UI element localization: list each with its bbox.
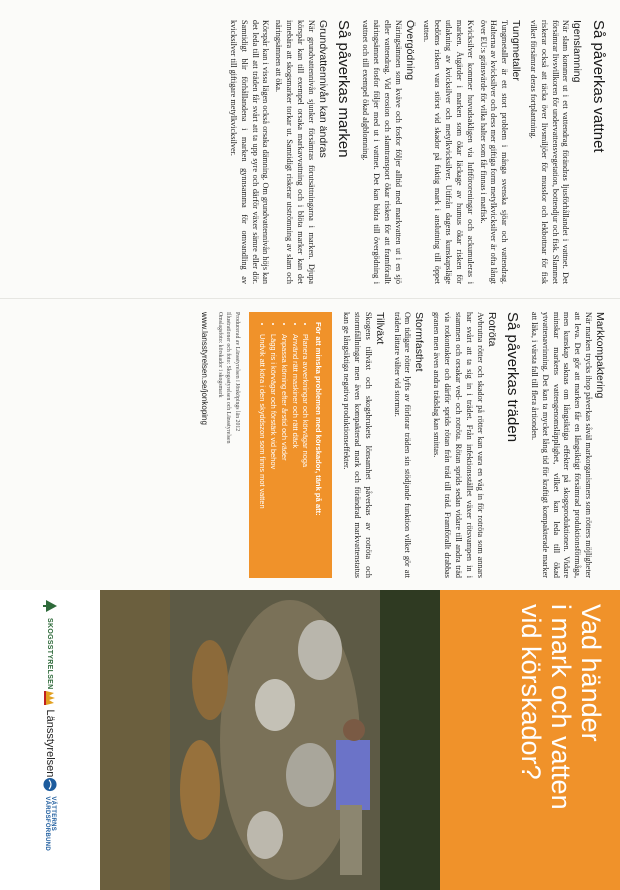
website-link[interactable]: www.lansstyrelsen.se/jonkoping: [200, 312, 210, 425]
logo-vatterns-text: VÄTTERNS VÅRDSFÖRBUND: [44, 796, 56, 851]
water-drop-icon: [42, 777, 58, 792]
tip-item: • Undvik att köra i den skyddszon som finns mot vatten: [257, 334, 268, 568]
logo-vatterns: [42, 777, 58, 882]
tips-title: För att minska problemen med körskador, tänk på att:: [314, 322, 324, 516]
logo-lansstyrelsen: [42, 690, 58, 778]
tips-list: [257, 322, 311, 568]
cover-title-line: Vad händer: [576, 604, 606, 742]
crown-icon: [42, 690, 58, 706]
paragraph-groundwater: När grundvattennivån sjunker försämras förutsättningarna i marken. Djupa körspår kan till exempel orsaka markavvattning och i blöta marker kan det innebära att skogsmarker torkar ut. Samtidigt riskerar utströmning av slam och näringsämnen att öka.: [274, 20, 316, 284]
cover-title-line: i mark och vatten: [545, 604, 576, 810]
credits: [215, 312, 240, 578]
tip-item: • Anpassa körning efter årstid och väder: [278, 334, 289, 568]
subheading-root-rot: Rotröta: [485, 312, 498, 347]
subheading-heavy-metals: Tungmetaller: [510, 20, 523, 81]
tree-icon: [42, 598, 58, 614]
paragraph-eutrophication: Näringsämnen som kväve och fosfor följer alltid med markvatten ut i en sjö eller vattendrag. Vid erosion och slamtransport ökar risken för att framförallt näringsämnet fosfor följer med ut i vattnet. Det kan bidra till övergödning i vattnet och till exempel ökad algblomning.: [361, 20, 403, 284]
section-title-soil: Så påverkas marken: [335, 20, 353, 158]
cover-title: [440, 590, 620, 890]
section-title-water: Så påverkas vattnet: [590, 20, 607, 153]
subheading-eutrophication: Övergödning: [403, 20, 416, 81]
tip-item: • Använd rätt maskiner och rätt däck: [289, 334, 300, 568]
subheading-compaction: Markkompaktering: [594, 312, 606, 399]
paragraph-mercury: Kvicksilver kommer huvudsakligen via luftföroreningar och ackumuleras i marken. Åtgärder i marken som ökar läckage av humus ökar risken för utlakning av kvicksilver och metylkvicksilver. Utifrån dagens kunskapsläge bedöms risken vara störst vid skador på fuktig mark i anslutning till öppet vatten.: [422, 20, 475, 284]
credits-line: Producerad av Länsstyrelsen i Jönköpings län 2012: [233, 312, 240, 432]
logo-skogsstyrelsen: [42, 598, 58, 690]
logo-skogsstyrelsen-text: SKOGSSTYRELSEN: [46, 618, 54, 690]
subheading-groundwater: Grundvattennivån kan ändras: [316, 20, 329, 158]
cover-panel: [0, 590, 620, 890]
paragraph-compaction: När marken trycks ihop påverkas såväl markorganismers som rötters möjligheter att leva. Det gör att marken får en långsiktigt försämrad produktionsförmåga, men kunskap saknas om långsiktiga effekter på skogsproduktionen. Vidare minskar markens vattengenomsläpplighet, vilket kan leda till ökad ytvattenavrinning. Det kan ta mycket lång tid för kraftigt kompakterade marker att läka, i värsta fall till flera årtionden.: [529, 312, 593, 578]
logo-bar: [0, 590, 100, 890]
subheading-growth: Tillväxt: [373, 312, 386, 345]
paragraph-damming: Körspår kan i vissa lägen också orsaka dämning. Om grundvattennivån höjs kan det leda till att träden får svårt att ta upp syre och därför växer sämre eller dör. Samtidigt blir förhållandena i marken gynnsamma för omvandling av kvicksilver till giftigare metylkvicksilver.: [228, 20, 271, 284]
credits-line: Illustrationer och foto: Skogsstyrelsen och Länsstyrelsen: [225, 312, 232, 444]
logo-lansstyrelsen-text: Länsstyrelsen: [44, 709, 56, 778]
credits-line: Omslagsfoto: körskador i skogsmark: [216, 312, 223, 398]
paragraph-heavy-metals: Tungmetaller är ett stort problem i många svenska sjöar och vattendrag. Halterna av kvicksilver och dess mer giftiga form metylkvicksilver är ofta långt över EU:s gränsvärde för vilka halter som får finnas i matfisk.: [478, 20, 510, 284]
section-title-trees: Så påverkas träden: [504, 312, 522, 443]
subheading-storm: Stormfasthet: [413, 312, 426, 372]
panel-trees: [0, 298, 620, 590]
tip-item: • Planera avverkningar och körvägar noga: [300, 334, 311, 568]
paragraph-growth: Skogens tillväxt och skogsbrukets lönsamhet påverkas av rotröta och stormfällningar men även kompakterad mark och förändrad markvattenstatus kan ge långsiktiga negativa produktionseffekter.: [342, 312, 373, 578]
cover-title-line: vid körskador?: [515, 604, 546, 780]
tips-box: [249, 312, 333, 578]
paragraph-root-rot: Avbrutna rötter och skador på rötter kan vara en väg in för rotröta som annars har svårt att ta sig in i trädet. Från infektionsstället växer rötsvampen in i stammen och orsakar ved- och rotröta. Rötan sprids sedan vidare till andra träd via rotkontakter och därför sprids rötan från träd till träd. Framförallt drabbas granen men även andra trädslag kan smittas.: [432, 312, 485, 578]
panel-water-and-soil: [0, 0, 620, 298]
subheading-siltation: Igenslamning: [571, 20, 584, 83]
paragraph-storm: Om tidigare rötter lyfts av förlorar träden sin stödjande funktion vilket gör att träden lättare välter vid stormar.: [392, 312, 413, 578]
paragraph-siltation: När slam kommer ut i ett vattendrag förändras ljusförhållandet i vattnet. Det försämrar livsvillkoren för undervattensvegetation, bottendjur och fisk. Slammet riskerar också att täcka över livsmiljöer för musslor och lekbottnar för fisk vilket försämrar deras fortplantning.: [529, 20, 571, 284]
tip-item: • Lägg ris i körvägar och förstärk vid behov: [267, 334, 278, 568]
